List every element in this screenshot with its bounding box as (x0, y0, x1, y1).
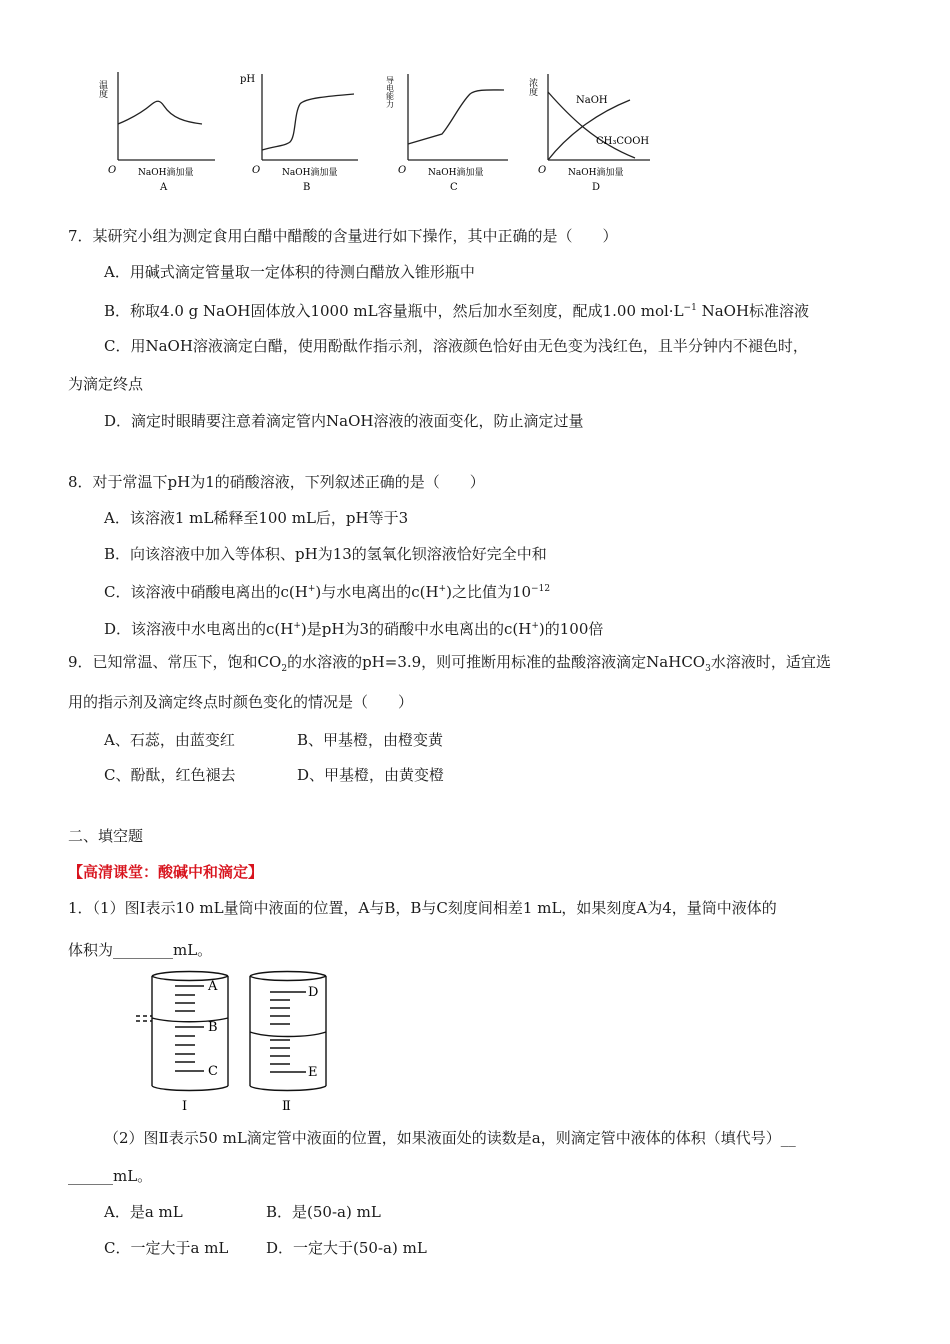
graph-a (118, 72, 215, 160)
q8-option-b: B．向该溶液中加入等体积、pH为13的氢氧化钡溶液恰好完全中和 (104, 545, 547, 563)
q7-option-c-line2: 为滴定终点 (68, 375, 144, 393)
section-title: 二、填空题 (68, 827, 144, 845)
q8-d-plus1: + (293, 621, 301, 631)
graph-d-letter: D (592, 182, 601, 193)
q1-option-a: A．是a mL (104, 1203, 183, 1221)
graph-d-origin: O (538, 165, 547, 176)
q9-stem-line2: 用的指示剂及滴定终点时颜色变化的情况是（ ） (68, 693, 414, 711)
graph-c-xlabel: NaOH滴加量 (428, 168, 484, 178)
figure-1-label-b: B (208, 1020, 218, 1035)
graph-a-letter: A (160, 182, 168, 193)
figure-1-label-c: C (208, 1064, 218, 1079)
q7-b-sup: −1 (683, 303, 697, 313)
graph-b-letter: B (303, 182, 311, 193)
graph-b (262, 74, 358, 160)
figure-1-label-a: A (208, 979, 218, 994)
q7-option-d: D．滴定时眼睛要注意着滴定管内NaOH溶液的液面变化，防止滴定过量 (104, 412, 584, 430)
q9-stem-sub: 2 (281, 664, 288, 674)
q7-option-b (104, 298, 809, 321)
q8-option-a: A．该溶液1 mL稀释至100 mL后，pH等于3 (104, 509, 409, 527)
graph-c-letter: C (450, 182, 458, 193)
q9-stem-sub2: 3 (705, 664, 711, 674)
q8-option-d (104, 616, 603, 639)
q1-stem-line1: 1．（1）图Ⅰ表示10 mL量筒中液面的位置，A与B，B与C刻度间相差1 mL，如果刻度A为4，量筒中液体的 (68, 899, 777, 917)
q8-c-part2: )与水电离出的c(H (315, 583, 439, 601)
q7-b-tail: NaOH标准溶液 (696, 302, 810, 320)
q8-d-part1: D．该溶液中水电离出的c(H (104, 620, 294, 638)
graph-c (408, 74, 508, 160)
graph-a-origin: O (108, 165, 117, 176)
graph-d-xlabel: NaOH滴加量 (568, 168, 624, 178)
figure-2-label-d: D (308, 985, 319, 1000)
graph-d (548, 74, 650, 160)
graph-c-ylabel: 导电能力 (385, 76, 395, 108)
q1-option-b: B．是(50-a) mL (266, 1203, 381, 1221)
graphs-row (90, 62, 670, 202)
q8-c-part1: C．该溶液中硝酸电离出的c(H (104, 583, 308, 601)
q1-option-d: D．一定大于(50-a) mL (266, 1239, 427, 1257)
q8-c-plus1: + (307, 584, 316, 594)
q8-option-c (104, 579, 550, 602)
q9-stem-a: 9．已知常温、常压下，饱和CO (68, 653, 282, 671)
q8-d-plus2: + (531, 621, 539, 631)
q9-option-a: A、石蕊，由蓝变红 (104, 731, 235, 749)
q1-option-c: C．一定大于a mL (104, 1239, 229, 1257)
graph-a-ylabel: 温度 (97, 80, 107, 98)
graph-b-ylabel: pH (240, 74, 256, 85)
graph-d-curve-naoh: NaOH (576, 95, 608, 106)
q1-part2-line2: ______mL。 (68, 1167, 153, 1185)
q1-part2-line1: （2）图Ⅱ表示50 mL滴定管中液面的位置，如果液面处的读数是a，则滴定管中液体的体积（填代号）__ (104, 1129, 796, 1147)
section-banner: 【高清课堂：酸碱中和滴定】 (68, 863, 264, 881)
figure-2-caption: Ⅱ (282, 1099, 291, 1114)
figure-1-caption: Ⅰ (182, 1099, 188, 1114)
q9-stem-b: 的水溶液的pH=3.9，则可推断用标准的盐酸溶液滴定NaHCO (287, 653, 706, 671)
q9-stem-c: 水溶液时，适宜选 (710, 653, 831, 671)
q7-stem: 7．某研究小组为测定食用白醋中醋酸的含量进行如下操作，其中正确的是（ ） (68, 227, 618, 245)
q7-option-c-line1: C．用NaOH溶液滴定白醋，使用酚酞作指示剂，溶液颜色恰好由无色变为浅红色，且半分钟内不褪色时， (104, 337, 808, 355)
q8-d-part2: )是pH为3的硝酸中水电离出的c(H (300, 620, 532, 638)
q8-c-sup: −12 (531, 584, 551, 594)
q9-option-c: C、酚酞，红色褪去 (104, 766, 236, 784)
q9-option-b: B、甲基橙，由橙变黄 (297, 731, 444, 749)
graph-c-origin: O (398, 165, 407, 176)
cylinder-figures (130, 968, 350, 1118)
figure-2-label-e: E (308, 1065, 318, 1080)
graph-d-curve-ch3cooh: CH₃COOH (596, 136, 650, 147)
q9-stem-line1 (68, 652, 831, 679)
graph-b-xlabel: NaOH滴加量 (282, 168, 338, 178)
graph-b-origin: O (252, 165, 261, 176)
q9-option-d: D、甲基橙，由黄变橙 (297, 766, 445, 784)
q7-option-a: A．用碱式滴定管量取一定体积的待测白醋放入锥形瓶中 (104, 263, 475, 281)
q7-b-text: B．称取4.0 g NaOH固体放入1000 mL容量瓶中，然后加水至刻度，配成1.00 mol·L (104, 302, 684, 320)
q8-c-part3: )之比值为10 (446, 583, 532, 601)
graph-a-xlabel: NaOH滴加量 (138, 168, 194, 178)
graph-d-ylabel: 浓度 (527, 78, 537, 96)
q1-stem-line2: 体积为________mL。 (68, 941, 213, 959)
q8-d-part3: )的100倍 (538, 620, 604, 638)
q8-c-plus2: + (438, 584, 447, 594)
q8-stem: 8．对于常温下pH为1的硝酸溶液，下列叙述正确的是（ ） (68, 473, 485, 491)
